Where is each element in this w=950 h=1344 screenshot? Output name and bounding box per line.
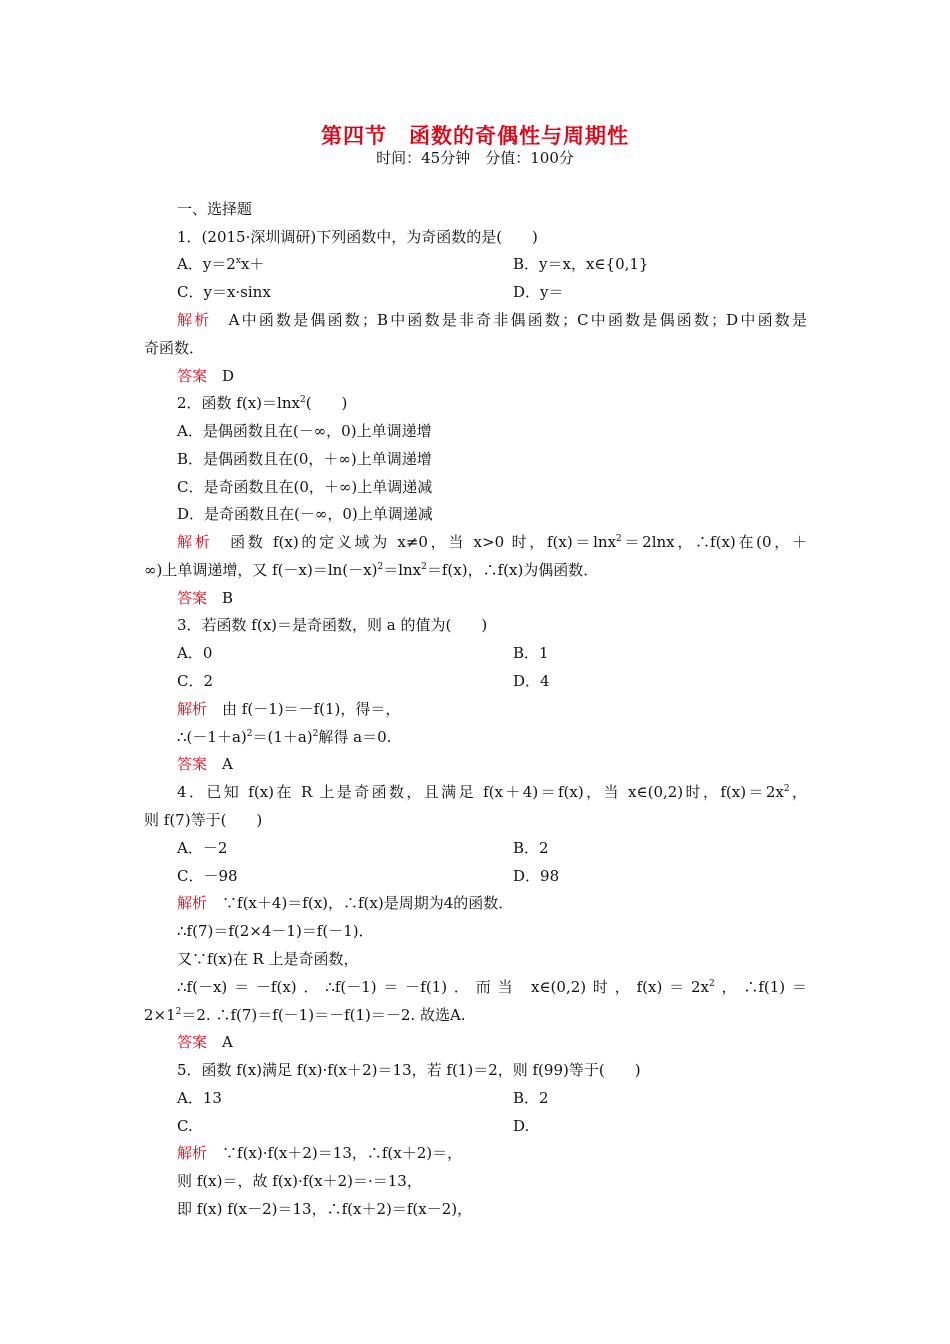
- q3-option-d: D．4: [513, 672, 550, 690]
- q5-stem: 5．函数 f(x)满足 f(x)·f(x＋2)＝13，若 f(1)＝2，则 f(99)等于( ): [177, 1061, 641, 1079]
- q5-analysis-text1: ∵f(x)·f(x＋2)＝13，∴f(x＋2)＝，: [222, 1144, 463, 1162]
- q1-answer: [177, 366, 234, 386]
- q4-stem-text1a: 4．已知 f(x)在 R 上是奇函数，且满足 f(x＋4)＝f(x)，当 x∈(0,2)时，f(x)＝2x: [177, 783, 784, 801]
- q3-analysis-line1: [177, 699, 400, 719]
- q2-analysis-text1b: ＝2lnx，∴f(x)在(0，＋: [621, 533, 807, 551]
- q3-analysis-line2: [177, 727, 391, 747]
- q2-stem-pre: 2．函数 f(x)＝lnx: [177, 394, 300, 412]
- superscript: 2: [175, 1007, 182, 1017]
- q3-analysis-text2a: ∴(－1＋a): [177, 728, 247, 746]
- q4-analysis-line1: [177, 893, 513, 913]
- q1-option-a: [177, 254, 264, 274]
- q2-answer-value: B: [222, 589, 234, 607]
- q2-stem: [177, 393, 347, 413]
- q5-analysis-line1: [177, 1143, 462, 1163]
- q5-analysis-line3: 即 f(x) f(x－2)＝13，∴f(x＋2)＝f(x－2)，: [177, 1200, 473, 1218]
- q4-analysis-text5b: ＝2. ∴f(7)＝f(－1)＝－f(1)＝－2. 故选A.: [181, 1006, 466, 1024]
- q4-analysis-text1: ∵f(x＋4)＝f(x)，∴f(x)是周期为4的函数．: [222, 894, 514, 912]
- q4-stem-text1b: ，: [789, 783, 807, 801]
- q3-answer: [177, 754, 233, 774]
- q3-analysis-text2b: ＝(1＋a): [252, 728, 313, 746]
- q2-analysis-line1: [177, 532, 807, 552]
- q3-option-b: B．1: [513, 644, 549, 662]
- superscript: 2: [421, 562, 427, 572]
- q2-analysis-line2: [144, 560, 598, 580]
- q3-option-a: A．0: [177, 644, 213, 662]
- q4-analysis-line4: [177, 977, 807, 997]
- superscript: 2: [708, 979, 715, 989]
- q5-option-b: B．2: [513, 1089, 549, 1107]
- q1-option-b: B．y＝x，x∈{0,1}: [513, 255, 649, 273]
- q2-analysis-text1a: 函数 f(x)的定义域为 x≠0，当 x>0 时，f(x)＝lnx: [230, 533, 617, 551]
- q5-option-c: C.: [177, 1117, 193, 1135]
- q2-answer: [177, 588, 233, 608]
- q4-option-d: D．98: [513, 867, 560, 885]
- q5-option-a: A．13: [177, 1089, 222, 1107]
- q1-analysis-label: 解析: [177, 311, 212, 329]
- q3-stem: 3．若函数 f(x)＝是奇函数，则 a 的值为( ): [177, 616, 488, 634]
- page-subtitle: 时间：45分钟 分值：100分: [376, 149, 574, 167]
- q3-analysis-text2c: 解得 a＝0.: [318, 728, 392, 746]
- q4-stem-line2: 则 f(7)等于( ): [144, 811, 263, 829]
- q3-answer-value: A: [222, 755, 233, 773]
- q4-analysis-line5: [144, 1005, 466, 1025]
- q2-analysis-text2c: ＝f(x)，∴f(x)为偶函数．: [426, 561, 599, 579]
- q5-analysis-label: 解析: [177, 1144, 208, 1162]
- q4-analysis-text5a: 2×1: [144, 1006, 176, 1024]
- q2-analysis-text2b: ＝lnx: [383, 561, 422, 579]
- q4-analysis-line3: 又∵f(x)在 R 上是奇函数，: [177, 950, 359, 968]
- superscript: x: [235, 256, 241, 266]
- q4-option-b: B．2: [513, 839, 549, 857]
- q2-answer-label: 答案: [177, 589, 208, 607]
- q4-answer-label: 答案: [177, 1033, 208, 1051]
- q1-answer-value: D: [222, 367, 235, 385]
- q4-answer: [177, 1032, 233, 1052]
- q4-analysis-line2: ∴f(7)＝f(2×4－1)＝f(－1)．: [177, 922, 374, 940]
- superscript: 2: [783, 784, 790, 794]
- q3-analysis-text1: 由 f(－1)＝－f(1)，得＝，: [222, 700, 401, 718]
- superscript: 2: [299, 395, 306, 405]
- page-title: 第四节 函数的奇偶性与周期性: [321, 123, 629, 148]
- q4-analysis-text4b: ，∴f(1)＝: [714, 978, 807, 996]
- section-heading: 一、选择题: [177, 200, 253, 218]
- q4-stem-line1: [177, 782, 807, 802]
- q4-analysis-label: 解析: [177, 894, 208, 912]
- q4-answer-value: A: [222, 1033, 233, 1051]
- q1-option-d: D．y＝: [513, 283, 564, 301]
- superscript: 2: [616, 534, 622, 544]
- q3-analysis-label: 解析: [177, 700, 208, 718]
- q1-option-a-text: A．$y=2^xx+$: [177, 255, 265, 273]
- q1-answer-label: 答案: [177, 367, 208, 385]
- q4-option-c: C．－98: [177, 867, 238, 885]
- q1-analysis-text1: A中函数是偶函数；B中函数是非奇非偶函数；C中函数是偶函数；D中函数是: [228, 311, 807, 329]
- q3-option-c: C．2: [177, 672, 214, 690]
- q2-option-b: B．是偶函数且在(0，＋∞)上单调递增: [177, 450, 432, 468]
- q1-analysis-line1: [177, 310, 807, 330]
- q4-analysis-text4a: ∴f(－x)＝－f(x)．∴f(－1)＝－f(1)．而当 x∈(0,2)时，f(x)＝2x: [177, 978, 709, 996]
- q5-analysis-line2: 则 f(x)＝，故 f(x)·f(x＋2)＝·＝13，: [177, 1172, 422, 1190]
- q2-option-c: C．是奇函数且在(0，＋∞)上单调递减: [177, 478, 433, 496]
- q2-stem-post: ( ): [305, 394, 348, 412]
- q3-answer-label: 答案: [177, 755, 208, 773]
- q1-option-c: C．y＝x·sinx: [177, 283, 271, 301]
- q1-stem: 1．(2015·深圳调研)下列函数中，为奇函数的是( ): [177, 228, 538, 246]
- q2-option-d: D．是奇函数且在(－∞，0)上单调递减: [177, 505, 433, 523]
- q4-option-a: A．－2: [177, 839, 228, 857]
- q2-analysis-text2a: ∞)上单调递增，又 f(－x)＝ln(－x): [144, 561, 378, 579]
- superscript: 2: [377, 562, 384, 572]
- q2-option-a: A．是偶函数且在(－∞，0)上单调递增: [177, 422, 432, 440]
- q2-analysis-label: 解析: [177, 533, 213, 551]
- superscript: 2: [246, 729, 253, 739]
- superscript: 2: [312, 729, 319, 739]
- q1-analysis-line2: 奇函数．: [144, 339, 205, 357]
- q5-option-d: D.: [513, 1117, 530, 1135]
